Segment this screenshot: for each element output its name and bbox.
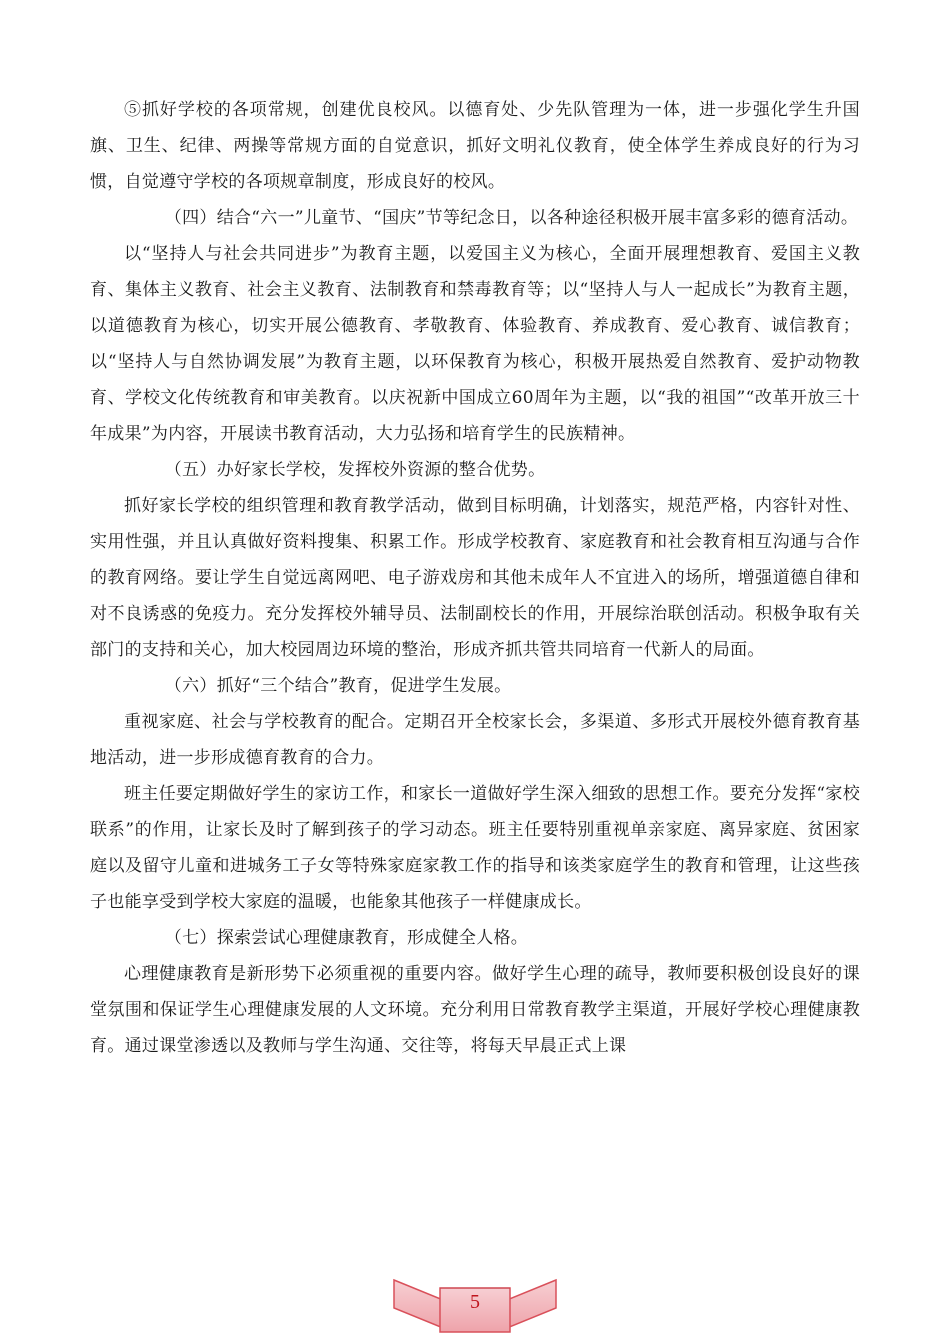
section-heading-5: （五）办好家长学校，发挥校外资源的整合优势。 — [164, 460, 546, 480]
page-number: 5 — [470, 1291, 480, 1313]
paragraph-routine: ⑤抓好学校的各项常规，创建优良校风。以德育处、少先队管理为一体，进一步强化学生升国旗、卫生、纪律、两操等常规方面的自觉意识，抓好文明礼仪教育，使全体学生养成良好的行为习惯，自觉遵守学校的各项规章制度，形成良好的校风。 — [90, 100, 860, 192]
paragraph-mental-health: 心理健康教育是新形势下必须重视的重要内容。做好学生心理的疏导，教师要积极创设良好的课堂氛围和保证学生心理健康发展的人文环境。充分利用日常教育教学主渠道，开展好学校心理健康教育。通过课堂渗透以及教师与学生沟通、交往等，将每天早晨正式上课 — [90, 964, 860, 1056]
paragraph-cooperation: 重视家庭、社会与学校教育的配合。定期召开全校家长会，多渠道、多形式开展校外德育教育基地活动，进一步形成德育教育的合力。 — [90, 712, 860, 768]
section-heading-6: （六）抓好“三个结合”教育，促进学生发展。 — [164, 676, 512, 696]
page-footer — [0, 1272, 950, 1344]
paragraph-parent-school: 抓好家长学校的组织管理和教育教学活动，做到目标明确，计划落实，规范严格，内容针对性、实用性强，并且认真做好资料搜集、积累工作。形成学校教育、家庭教育和社会教育相互沟通与合作的教育网络。要让学生自觉远离网吧、电子游戏房和其他未成年人不宜进入的场所，增强道德自律和对不良诱惑的免疫力。充分发挥校外辅导员、法制副校长的作用，开展综治联创活动。积极争取有关部门的支持和关心，加大校园周边环境的整治，形成齐抓共管共同培育一代新人的局面。 — [90, 496, 860, 660]
paragraph-themes: 以“坚持人与社会共同进步”为教育主题，以爱国主义为核心，全面开展理想教育、爱国主义教育、集体主义教育、社会主义教育、法制教育和禁毒教育等；以“坚持人与人一起成长”为教育主题，以道德教育为核心，切实开展公德教育、孝敬教育、体验教育、养成教育、爱心教育、诚信教育；以“坚持人与自然协调发展”为教育主题，以环保教育为核心，积极开展热爱自然教育、爱护动物教育、学校文化传统教育和审美教育。以庆祝新中国成立60周年为主题，以“我的祖国”“改革开放三十年成果”为内容，开展读书教育活动，大力弘扬和培育学生的民族精神。 — [90, 244, 860, 444]
paragraph-home-visits: 班主任要定期做好学生的家访工作，和家长一道做好学生深入细致的思想工作。要充分发挥“家校联系”的作用，让家长及时了解到孩子的学习动态。班主任要特别重视单亲家庭、离异家庭、贫困家庭以及留守儿童和进城务工子女等特殊家庭家教工作的指导和该类家庭学生的教育和管理，让这些孩子也能享受到学校大家庭的温暖，也能象其他孩子一样健康成长。 — [90, 784, 860, 912]
document-body — [90, 92, 860, 1064]
section-heading-7: （七）探索尝试心理健康教育，形成健全人格。 — [164, 928, 529, 948]
section-heading-4: （四）结合“六一”儿童节、“国庆”节等纪念日，以各种途径积极开展丰富多彩的德育活动。 — [164, 208, 859, 228]
